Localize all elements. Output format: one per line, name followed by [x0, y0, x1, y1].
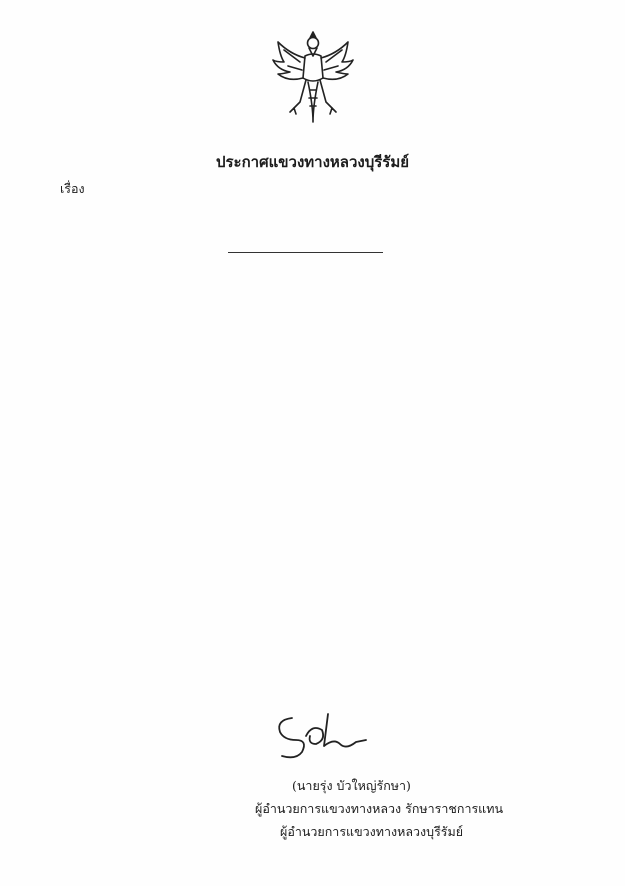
- subject-label: เรื่อง: [60, 181, 85, 196]
- signer-name: (นายรุ่ง บัวใหญ่รักษา): [292, 778, 411, 793]
- signer-acting-title: ผู้อำนวยการแขวงทางหลวง รักษาราชการแทน: [255, 801, 504, 816]
- body-paragraph: [60, 289, 580, 310]
- subject-block: [60, 178, 580, 199]
- announcement-title: ประกาศแขวงทางหลวงบุรีรัมย์: [215, 153, 410, 171]
- handwritten-signature-icon: [262, 706, 372, 764]
- body-paragraph: [60, 262, 580, 283]
- title-divider: [228, 252, 383, 253]
- subject-text: [92, 178, 580, 199]
- body-paragraph: [60, 343, 580, 364]
- signer-position-title: ผู้อำนวยการแขวงทางหลวงบุรีรัมย์: [280, 824, 464, 839]
- garuda-emblem-icon: [270, 26, 356, 126]
- body-paragraph: [60, 316, 580, 337]
- announcement-body: [60, 262, 580, 370]
